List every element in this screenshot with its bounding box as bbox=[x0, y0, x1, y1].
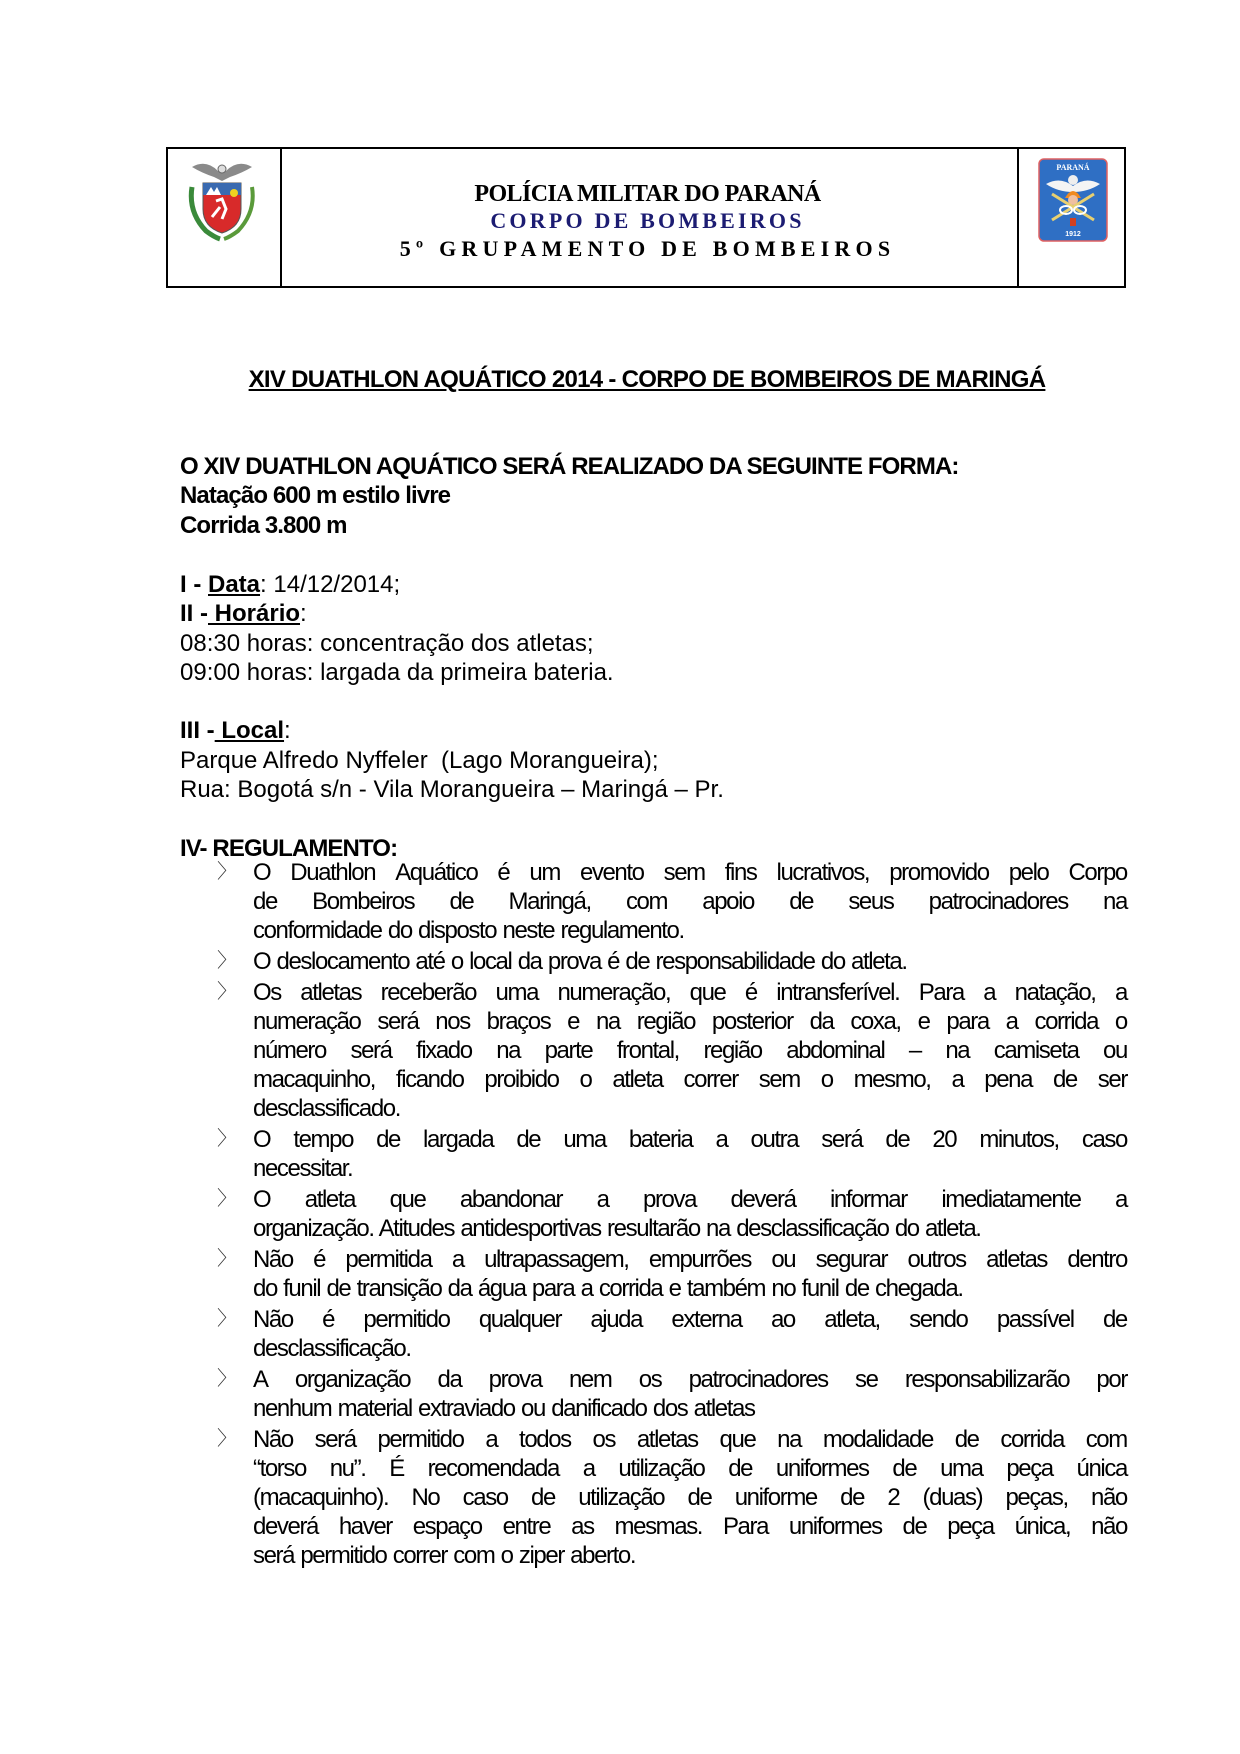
bullet-chevron-icon: 〉 bbox=[217, 861, 237, 883]
rule-word: A bbox=[253, 1366, 268, 1393]
rule-word: fixado bbox=[416, 1037, 472, 1064]
rule-word: se bbox=[855, 1366, 878, 1393]
rule-line: desclassificação. bbox=[253, 1335, 411, 1362]
rule-word: Os bbox=[253, 979, 281, 1006]
rule-word: de bbox=[687, 1484, 712, 1511]
rule-word: atletas bbox=[300, 979, 362, 1006]
badge-year: 1912 bbox=[1065, 231, 1081, 238]
rule-word: peça bbox=[947, 1513, 994, 1540]
rule-word: deverá bbox=[253, 1513, 318, 1540]
rule-word: numeração bbox=[253, 1008, 361, 1035]
rule-line bbox=[253, 1007, 1127, 1036]
rule-word: os bbox=[638, 1366, 662, 1393]
rule-word: um bbox=[529, 859, 560, 886]
rule-item bbox=[180, 1305, 1127, 1363]
bullet-chevron-icon: 〉 bbox=[217, 1128, 237, 1150]
rule-word: sem bbox=[758, 1066, 800, 1093]
rule-item bbox=[180, 858, 1127, 945]
rule-word: na bbox=[1103, 888, 1127, 915]
rule-word: uma bbox=[563, 1126, 606, 1153]
intro bbox=[180, 452, 958, 540]
rule-word: informar bbox=[830, 1186, 907, 1213]
rule-word: caso bbox=[1081, 1126, 1127, 1153]
rule-word: todos bbox=[519, 1426, 571, 1453]
rule-word: será bbox=[314, 1426, 356, 1453]
rule-word: prova bbox=[488, 1366, 542, 1393]
document-title: XIV DUATHLON AQUÁTICO 2014 - CORPO DE BOMBEIROS DE MARINGÁ bbox=[248, 366, 1046, 393]
rule-word: proibido bbox=[484, 1066, 559, 1093]
rule-word: apoio bbox=[702, 888, 755, 915]
place-line bbox=[180, 716, 724, 745]
rule-word: de bbox=[840, 1484, 865, 1511]
rule-word: atleta bbox=[612, 1066, 663, 1093]
run-distance: Corrida 3.800 m bbox=[180, 511, 347, 539]
rule-word: minutos, bbox=[979, 1126, 1059, 1153]
rule-word: ao bbox=[770, 1306, 795, 1333]
intro-heading: O XIV DUATHLON AQUÁTICO SERÁ REALIZADO DA SEGUINTE FORMA: bbox=[180, 453, 959, 480]
rule-word: atleta, bbox=[824, 1306, 880, 1333]
rule-line bbox=[253, 1185, 1127, 1214]
rule-word: na bbox=[945, 1037, 970, 1064]
rule-word: de bbox=[531, 1484, 555, 1511]
schedule-section bbox=[180, 570, 724, 863]
rule-word: Não bbox=[253, 1306, 293, 1333]
time-colon: : bbox=[300, 600, 307, 628]
rule-item bbox=[180, 978, 1127, 1123]
rule-word: região bbox=[703, 1037, 762, 1064]
rule-word: uma bbox=[495, 979, 539, 1006]
rule-word: qualquer bbox=[478, 1306, 562, 1333]
rule-word: de bbox=[376, 1126, 400, 1153]
rule-word: ou bbox=[1103, 1037, 1127, 1064]
rule-word: as bbox=[571, 1513, 594, 1540]
rule-word: por bbox=[1096, 1366, 1127, 1393]
rule-word: na bbox=[777, 1426, 802, 1453]
rule-word: uniformes bbox=[775, 1455, 869, 1482]
time-prefix: II - bbox=[180, 600, 208, 628]
rule-word: receberão bbox=[380, 979, 477, 1006]
rule-word: o bbox=[820, 1066, 833, 1093]
rule-word: é bbox=[744, 979, 757, 1006]
rule-word: mesmas. bbox=[614, 1513, 703, 1540]
rule-word: entre bbox=[502, 1513, 551, 1540]
rule-word: natação, bbox=[1014, 979, 1096, 1006]
rule-word: posterior bbox=[711, 1008, 793, 1035]
bombeiros-badge-icon bbox=[1038, 158, 1108, 242]
rule-word: lucrativos, bbox=[776, 859, 870, 886]
rule-word: prova bbox=[643, 1186, 697, 1213]
date-label: Data bbox=[208, 571, 261, 598]
rule-word: parte bbox=[544, 1037, 593, 1064]
rule-word: de bbox=[253, 888, 277, 915]
rule-word: sendo bbox=[909, 1306, 968, 1333]
bullet-chevron-icon: 〉 bbox=[217, 1308, 237, 1330]
rule-line: será permitido correr com o ziper aberto. bbox=[253, 1542, 636, 1569]
rule-line bbox=[253, 858, 1127, 887]
rule-word: corrida bbox=[1034, 1008, 1099, 1035]
rule-word: pelo bbox=[1008, 859, 1049, 886]
rule-word: correr bbox=[683, 1066, 738, 1093]
rule-line: conformidade do disposto neste regulamento. bbox=[253, 917, 684, 944]
rule-word: os bbox=[592, 1426, 616, 1453]
rule-word: o bbox=[1114, 1008, 1127, 1035]
rule-word: atletas bbox=[986, 1246, 1047, 1273]
rule-word: de bbox=[728, 1455, 753, 1482]
time-entry: 09:00 horas: largada da primeira bateria. bbox=[180, 658, 614, 686]
rule-word: corrida bbox=[1000, 1426, 1064, 1453]
rule-word: O bbox=[253, 1126, 271, 1153]
rule-word: promovido bbox=[889, 859, 989, 886]
place-prefix: III - bbox=[180, 717, 215, 745]
rule-word: região bbox=[636, 1008, 696, 1035]
rule-word: dentro bbox=[1067, 1246, 1127, 1273]
place-name: Parque Alfredo Nyffeler (Lago Morangueira); bbox=[180, 746, 659, 774]
rule-word: a bbox=[596, 1186, 609, 1213]
badge-top-text: PARANÁ bbox=[1056, 163, 1090, 172]
rule-word: imediatamente bbox=[941, 1186, 1081, 1213]
rule-word: de bbox=[789, 888, 814, 915]
rule-word: segurar bbox=[815, 1246, 888, 1273]
rule-word: abdominal bbox=[786, 1037, 885, 1064]
rule-item bbox=[180, 1425, 1127, 1570]
rule-word: atleta bbox=[304, 1186, 356, 1213]
rule-word: da bbox=[437, 1366, 462, 1393]
rule-word: Aquático bbox=[395, 859, 478, 886]
rule-word: na bbox=[595, 1008, 620, 1035]
rule-word: peça bbox=[1006, 1455, 1053, 1482]
rule-word: fins bbox=[724, 859, 757, 886]
rule-word: número bbox=[253, 1037, 326, 1064]
rule-line bbox=[253, 1036, 1127, 1065]
parana-coat-of-arms-icon bbox=[186, 157, 258, 247]
rule-word: será bbox=[350, 1037, 392, 1064]
rule-word: “torso bbox=[253, 1455, 306, 1482]
rule-word: que bbox=[689, 979, 726, 1006]
rule-line bbox=[253, 1483, 1127, 1512]
rule-word: utilização bbox=[578, 1484, 665, 1511]
rule-word: o bbox=[579, 1066, 592, 1093]
rule-word: a bbox=[582, 1455, 595, 1482]
rule-word: de bbox=[516, 1126, 541, 1153]
rule-word: Corpo bbox=[1068, 859, 1127, 886]
rule-word: 20 bbox=[932, 1126, 957, 1153]
rule-word: única bbox=[1076, 1455, 1127, 1482]
rule-word: permitido bbox=[363, 1306, 450, 1333]
rule-word: é bbox=[322, 1306, 335, 1333]
rule-item bbox=[180, 1245, 1127, 1303]
rule-word: é bbox=[313, 1246, 326, 1273]
rule-word: patrocinadores bbox=[688, 1366, 828, 1393]
rule-line bbox=[253, 1512, 1127, 1541]
rule-word: a bbox=[451, 1246, 464, 1273]
rule-item bbox=[180, 1365, 1127, 1423]
rule-word: ajuda bbox=[590, 1306, 643, 1333]
rule-word: sem bbox=[663, 859, 705, 886]
rule-item bbox=[180, 947, 1127, 976]
rule-word: de bbox=[1102, 1306, 1127, 1333]
rule-word: No bbox=[411, 1484, 440, 1511]
rule-word: a bbox=[1115, 1186, 1127, 1213]
rule-word: coxa, bbox=[850, 1008, 901, 1035]
place-label: Local bbox=[214, 717, 285, 745]
rule-word: Não bbox=[253, 1426, 293, 1453]
rule-word: pena bbox=[984, 1066, 1033, 1093]
bullet-chevron-icon: 〉 bbox=[217, 950, 237, 972]
rule-line bbox=[253, 1245, 1127, 1274]
rule-word: 2 bbox=[887, 1484, 900, 1511]
rule-word: não bbox=[1091, 1513, 1127, 1540]
rule-word: única, bbox=[1014, 1513, 1071, 1540]
rule-line bbox=[253, 1454, 1127, 1483]
org-name: POLÍCIA MILITAR DO PARANÁ bbox=[474, 181, 821, 207]
rule-word: com bbox=[625, 888, 668, 915]
bullet-chevron-icon: 〉 bbox=[217, 1368, 237, 1390]
rule-word: empurrões bbox=[648, 1246, 752, 1273]
rules-list bbox=[180, 858, 1127, 1572]
rule-word: frontal, bbox=[616, 1037, 679, 1064]
bullet-chevron-icon: 〉 bbox=[217, 1188, 237, 1210]
rule-word: numeração, bbox=[557, 979, 671, 1006]
rule-word: responsabilizarão bbox=[904, 1366, 1070, 1393]
date-line bbox=[180, 570, 724, 599]
rule-word: de bbox=[1052, 1066, 1077, 1093]
rule-word: macaquinho, bbox=[253, 1066, 376, 1093]
rule-word: de bbox=[885, 1126, 910, 1153]
divider bbox=[1017, 149, 1019, 286]
rule-word: Maringá, bbox=[508, 888, 591, 915]
rule-word: uniforme bbox=[734, 1484, 817, 1511]
time-line bbox=[180, 599, 724, 628]
rule-word: ou bbox=[771, 1246, 796, 1273]
rule-word: permitida bbox=[345, 1246, 432, 1273]
rule-word: de bbox=[902, 1513, 927, 1540]
rule-word: outra bbox=[750, 1126, 799, 1153]
rule-word: espaço bbox=[412, 1513, 482, 1540]
rule-word: outros bbox=[907, 1246, 966, 1273]
bullet-chevron-icon: 〉 bbox=[217, 1428, 237, 1450]
rule-word: Duathlon bbox=[290, 859, 376, 886]
rule-line: organização. Atitudes antidesportivas resultarão na desclassificação do atleta. bbox=[253, 1215, 981, 1242]
rule-word: passível bbox=[996, 1306, 1074, 1333]
rule-item bbox=[180, 1125, 1127, 1183]
rule-word: nu”. bbox=[329, 1455, 366, 1482]
rule-line bbox=[253, 978, 1127, 1007]
rule-line: do funil de transição da água para a corrida e também no funil de chegada. bbox=[253, 1275, 963, 1302]
rule-word: de bbox=[892, 1455, 917, 1482]
unit-name: 5º GRUPAMENTO DE BOMBEIROS bbox=[399, 236, 896, 261]
rule-word: que bbox=[389, 1186, 426, 1213]
rule-word: Para bbox=[722, 1513, 769, 1540]
time-label: Horário bbox=[208, 600, 301, 628]
date-value: : 14/12/2014; bbox=[260, 571, 401, 598]
rule-word: (macaquinho). bbox=[253, 1484, 389, 1511]
department-name: CORPO DE BOMBEIROS bbox=[490, 208, 805, 233]
rule-word: nos bbox=[435, 1008, 470, 1035]
rule-word: intransferível. bbox=[776, 979, 900, 1006]
rule-word: modalidade bbox=[822, 1426, 933, 1453]
rule-word: atletas bbox=[636, 1426, 698, 1453]
rule-word: seus bbox=[848, 888, 894, 915]
rules-heading: IV- REGULAMENTO: bbox=[180, 834, 398, 862]
rule-word: camiseta bbox=[993, 1037, 1079, 1064]
rule-line: O deslocamento até o local da prova é de responsabilidade do atleta. bbox=[253, 948, 907, 975]
rule-word: O bbox=[253, 1186, 271, 1213]
rule-word: recomendada bbox=[427, 1455, 559, 1482]
rule-word: a bbox=[1005, 1008, 1018, 1035]
rule-word: com bbox=[1085, 1426, 1127, 1453]
rule-line bbox=[253, 1365, 1127, 1394]
rule-word: a bbox=[983, 979, 996, 1006]
rule-word: nem bbox=[568, 1366, 612, 1393]
rule-word: ficando bbox=[395, 1066, 464, 1093]
rule-word: uniformes bbox=[788, 1513, 882, 1540]
rule-word: de bbox=[954, 1426, 979, 1453]
rule-word: é bbox=[497, 859, 510, 886]
rule-word: Bombeiros bbox=[312, 888, 415, 915]
rule-word: braços bbox=[486, 1008, 551, 1035]
rule-word: Não bbox=[253, 1246, 293, 1273]
time-entry: 08:30 horas: concentração dos atletas; bbox=[180, 629, 594, 657]
rule-word: evento bbox=[579, 859, 644, 886]
rule-word: e bbox=[917, 1008, 930, 1035]
rule-word: permitido bbox=[377, 1426, 464, 1453]
rule-line: nenhum material extraviado ou danificado dos atletas bbox=[253, 1395, 755, 1422]
rule-word: bateria bbox=[628, 1126, 693, 1153]
rule-line: desclassificado. bbox=[253, 1095, 401, 1122]
rule-line bbox=[253, 1305, 1127, 1334]
rule-word: para bbox=[946, 1008, 989, 1035]
rule-word: de bbox=[449, 888, 474, 915]
rule-line bbox=[253, 1425, 1127, 1454]
rule-word: organização bbox=[294, 1366, 411, 1393]
rule-word: será bbox=[377, 1008, 419, 1035]
rule-word: – bbox=[908, 1037, 921, 1064]
rule-line bbox=[253, 887, 1127, 916]
place-colon: : bbox=[284, 717, 291, 745]
rule-word: será bbox=[821, 1126, 863, 1153]
rule-word: que bbox=[719, 1426, 756, 1453]
rule-word: utilização bbox=[618, 1455, 705, 1482]
place-address: Rua: Bogotá s/n - Vila Morangueira – Maringá – Pr. bbox=[180, 776, 724, 804]
rule-word: ultrapassagem, bbox=[484, 1246, 629, 1273]
rule-item bbox=[180, 1185, 1127, 1243]
rule-line bbox=[253, 1125, 1127, 1154]
rule-word: tempo bbox=[293, 1126, 354, 1153]
rule-word: abandonar bbox=[459, 1186, 563, 1213]
rule-word: externa bbox=[671, 1306, 742, 1333]
letterhead bbox=[166, 147, 1126, 288]
rule-word: largada bbox=[423, 1126, 494, 1153]
bullet-chevron-icon: 〉 bbox=[217, 1248, 237, 1270]
rule-word: caso bbox=[462, 1484, 508, 1511]
rule-line bbox=[253, 1065, 1127, 1094]
rule-word: haver bbox=[338, 1513, 392, 1540]
rule-line: necessitar. bbox=[253, 1155, 353, 1182]
rule-word: patrocinadores bbox=[928, 888, 1068, 915]
date-prefix: I - bbox=[180, 571, 208, 598]
rule-word: O bbox=[253, 859, 271, 886]
rule-word: É bbox=[389, 1455, 404, 1482]
rule-word: ser bbox=[1097, 1066, 1127, 1093]
rule-word: e bbox=[567, 1008, 580, 1035]
swim-distance: Natação 600 m estilo livre bbox=[180, 482, 451, 510]
rule-word: deverá bbox=[730, 1186, 796, 1213]
rule-word: a bbox=[1114, 979, 1127, 1006]
rule-word: a bbox=[715, 1126, 728, 1153]
rule-word: a bbox=[951, 1066, 964, 1093]
rule-word: não bbox=[1091, 1484, 1127, 1511]
rule-word: da bbox=[809, 1008, 834, 1035]
rule-word: na bbox=[496, 1037, 521, 1064]
rule-word: (duas) bbox=[922, 1484, 983, 1511]
rule-word: peças, bbox=[1005, 1484, 1068, 1511]
bullet-chevron-icon: 〉 bbox=[217, 981, 237, 1003]
rule-word: a bbox=[485, 1426, 498, 1453]
rule-word: uma bbox=[940, 1455, 983, 1482]
rule-word: mesmo, bbox=[853, 1066, 931, 1093]
rule-word: Para bbox=[918, 979, 964, 1006]
